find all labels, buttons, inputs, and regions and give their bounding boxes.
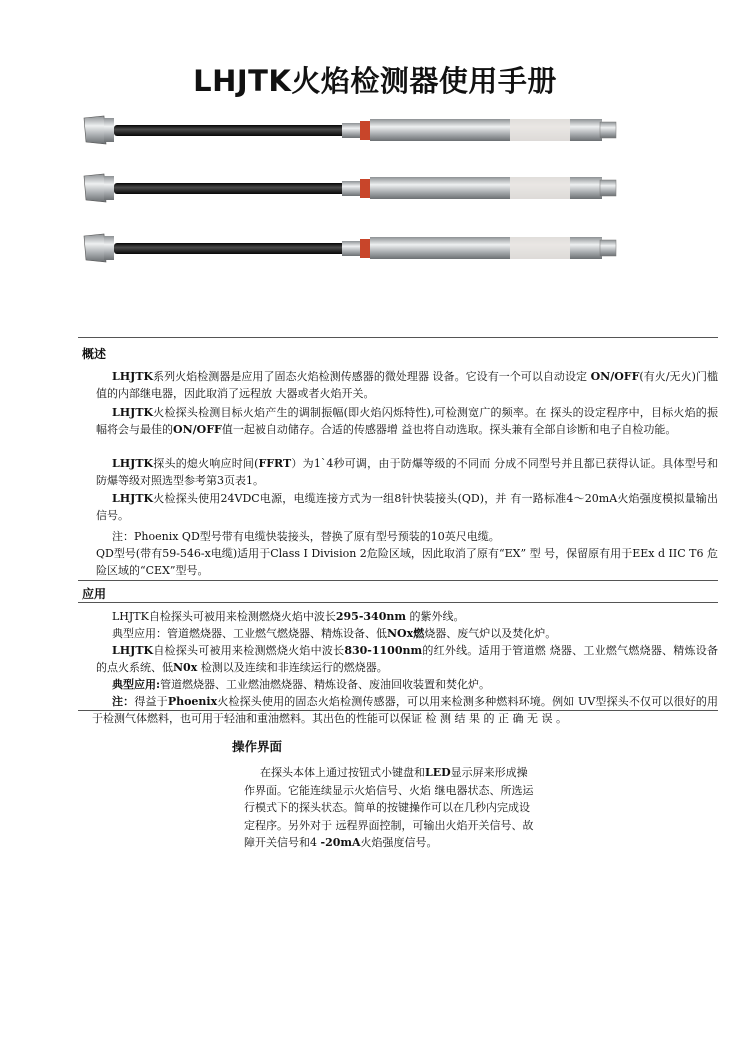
section-divider: [78, 710, 718, 711]
page-title: LHJTK火焰检测器使用手册: [193, 64, 557, 99]
application-paragraph-1: LHJTK自检探头可被用来检测燃烧火焰中波长295-340nm 的紫外线。: [112, 610, 465, 623]
overview-paragraph-4: LHJTK火检探头使用24VDC电源，电缆连接方式为一组8针快装接头(QD)，并 有一路标准4～20mA火焰强度模拟量输出信号。: [96, 492, 718, 522]
application-paragraph-4: 典型应用:管道燃烧器、工业燃油燃烧器、精炼设备、废油回收装置和焚化炉。: [112, 678, 491, 691]
section-divider: [78, 580, 718, 581]
overview-paragraph-1: LHJTK系列火焰检测器是应用了固态火焰检测传感器的微处理器 设备。它设有一个可以自动设定 ON/OFF(有火/无火)门槛值的内部继电器，因此取消了远程放 大器或者火焰开关。: [96, 370, 718, 400]
section-divider: [78, 602, 718, 603]
operation-heading: 操作界面: [232, 739, 283, 754]
overview-note-2: QD型号(带有59-546-x电缆)适用于Class I Division 2危险区域，因此取消了原有“EX” 型 号，保留原有用于EEx d IIC T6 危险区域的“CEX”型号。: [96, 547, 718, 577]
overview-paragraph-2: LHJTK火检探头检测目标火焰产生的调制振幅(即火焰闪烁特性),可检测宽广的频率。在 探头的设定程序中，目标火焰的振幅将会与最佳的ON/OFF值一起被自动储存。合适的传感器增 益也将自动选取。探头兼有全部自诊断和电子自检功能。: [96, 406, 718, 436]
application-heading: 应用: [82, 587, 107, 601]
overview-note-1: 注：Phoenix QD型号带有电缆快装接头，替换了原有型号预装的10英尺电缆。: [112, 530, 500, 543]
overview-paragraph-3: LHJTK探头的熄火响应时间(FFRT）为1`4秒可调，由于防爆等级的不同而 分成不同型号并且都已获得认证。具体型号和防爆等级对照选型参考第3页表1。: [96, 457, 718, 487]
flame-detector-probe-image: [80, 226, 640, 270]
overview-heading: 概述: [82, 347, 107, 361]
flame-detector-probe-image: [80, 108, 640, 152]
section-divider: [78, 337, 718, 338]
application-paragraph-3: LHJTK自检探头可被用来检测燃烧火焰中波长830-1100nm的红外线。适用于管道燃 烧器、工业燃气燃烧器、精炼设备的点火系统、低N0x 检测以及连续和非连续运行的燃烧器。: [96, 644, 719, 674]
product-photo: [80, 108, 640, 288]
flame-detector-probe-image: [80, 166, 640, 210]
application-note: 注：得益于Phoenix火检探头使用的固态火焰检测传感器，可以用来检测多种燃料环境。例如 UV型探头不仅可以很好的用于检测气体燃料，也可用于轻油和重油燃料。其出色的性能可以保证 检 测 结 果 的 正 确 无 误 。: [92, 695, 719, 725]
application-paragraph-2: 典型应用：管道燃烧器、工业燃气燃烧器、精炼设备、低NOx燃烧器、废气炉以及焚化炉。: [112, 627, 557, 640]
operation-paragraph: 在探头本体上通过按钮式小键盘和LED显示屏来形成操作界面。它能连续显示火焰信号、火焰 继电器状态、所选运行模式下的探头状态。简单的按键操作可以在几秒内完成设定程序。另外对于 远程界面控制，可输出火焰开关信号、故障开关信号和4 -20mA火焰强度信号。: [244, 766, 534, 849]
